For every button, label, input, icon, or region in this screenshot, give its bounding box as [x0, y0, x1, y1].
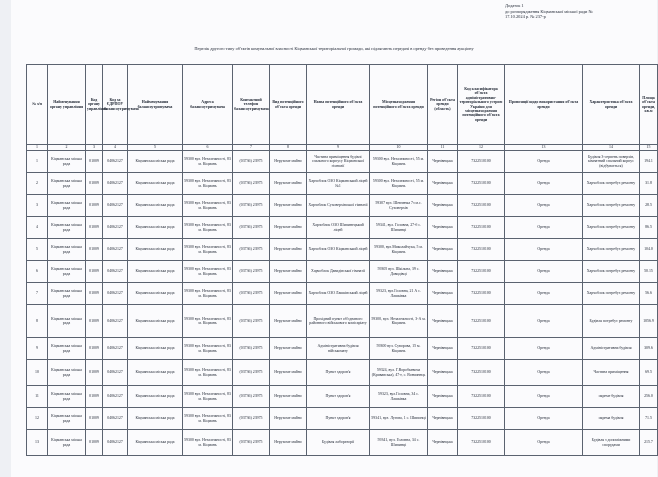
header-col-org: Найменування органу управління: [48, 65, 86, 145]
cell-edrpou: 04062127: [103, 195, 128, 217]
cell-holder: Кіцманська міська рада: [128, 261, 183, 283]
cell-holder: Кіцманська міська рада: [128, 217, 183, 239]
cell-address: 59300 вул. Незалежності, 83 м. Кіцмань: [183, 195, 233, 217]
cell-description: окреме будівля: [583, 386, 640, 408]
cell-name: Частина приміщення будівлі спального корпусу Кіцманської гімназії: [307, 151, 370, 173]
cell-description: Харчоблок потребує ремонту: [583, 261, 640, 283]
objects-table: [26, 64, 658, 456]
cell-region: Чернівецька: [428, 360, 458, 386]
cell-region: Чернівецька: [428, 283, 458, 305]
cell-phone: (03736) 23975: [233, 151, 270, 173]
cell-holder: Кіцманська міська рада: [128, 305, 183, 338]
table-row: [27, 151, 658, 173]
cell-phone: (03736) 23975: [233, 239, 270, 261]
document-title: Перелік другого типу об'єктів комунальної власності Кіцманської територіальної громади, які підлягають передачі в оренду без проведення аукціону: [194, 46, 474, 51]
cell-katottg: 7322510100: [458, 408, 505, 430]
cell-description: Будівля 3-серпень поверхів, кімнатний спальний корпус (відбувається): [583, 151, 640, 173]
cell-region: Чернівецька: [428, 261, 458, 283]
cell-use: Оренда: [505, 217, 583, 239]
cell-address: 59300 вул. Незалежності, 83 м. Кіцмань: [183, 151, 233, 173]
cell-no: 8: [27, 305, 48, 338]
cell-name: Адміністративна будівля військомату: [307, 338, 370, 360]
cell-org-code: 01009: [86, 408, 103, 430]
cell-katottg: 7322510100: [458, 386, 505, 408]
cell-kind: Нерухоме майно: [270, 261, 307, 283]
annex-line-3: 17.10.2024 р. № 237-р: [505, 14, 546, 20]
cell-area: 256.0: [640, 386, 658, 408]
cell-use: Оренда: [505, 195, 583, 217]
header-col-kind: Вид потенційного об'єкта оренди: [270, 65, 307, 145]
cell-holder: Кіцманська міська рада: [128, 338, 183, 360]
cell-edrpou: 04062127: [103, 338, 128, 360]
cell-org-code: 01009: [86, 195, 103, 217]
cell-no: 6: [27, 261, 48, 283]
cell-area: 69.5: [640, 360, 658, 386]
cell-phone: (03736) 23975: [233, 217, 270, 239]
column-number: 9: [307, 145, 370, 151]
cell-name: Харчоблок ОЗО Лашківський ліцей: [307, 283, 370, 305]
cell-org: Кіцманська міська рада: [48, 283, 86, 305]
cell-phone: (03736) 23975: [233, 305, 270, 338]
cell-kind: Нерухоме майно: [270, 430, 307, 456]
cell-holder: Кіцманська міська рада: [128, 408, 183, 430]
cell-katottg: 7322510100: [458, 430, 505, 456]
cell-kind: Нерухоме майно: [270, 283, 307, 305]
header-col-edrpou: Код за ЄДРПОУ балансоутримувача: [103, 65, 128, 145]
cell-katottg: 7322510100: [458, 239, 505, 261]
cell-org: Кіцманська міська рада: [48, 386, 86, 408]
cell-kind: Нерухоме майно: [270, 408, 307, 430]
cell-org: Кіцманська міська рада: [48, 305, 86, 338]
cell-address: 59300 вул. Незалежності, 83 м. Кіцмань: [183, 360, 233, 386]
header-col-holder: Найменування балансоутримувача: [128, 65, 183, 145]
cell-kind: Нерухоме майно: [270, 173, 307, 195]
cell-area: 28.5: [640, 195, 658, 217]
cell-use: Оренда: [505, 408, 583, 430]
cell-region: Чернівецька: [428, 217, 458, 239]
column-number: 8: [270, 145, 307, 151]
cell-location: 59323, вул.Головна, 34 с. Лашківка: [370, 386, 428, 408]
cell-description: Харчоблок потребує ремонту: [583, 283, 640, 305]
cell-area: 56.6: [640, 283, 658, 305]
cell-name: Харчоблок ОЗО Шипинецький ліцей: [307, 217, 370, 239]
cell-location: 59300, вул. Незалежності, 3-А м. Кіцмань: [370, 305, 428, 338]
cell-location: 59305 вул. Шкільна, 39 с. Давидівці: [370, 261, 428, 283]
cell-no: 3: [27, 195, 48, 217]
cell-edrpou: 04062127: [103, 305, 128, 338]
cell-org-code: 01009: [86, 173, 103, 195]
column-number: 5: [128, 145, 183, 151]
header-col-use: Пропозиції щодо використання об'єкта оренди: [505, 65, 583, 145]
table-row: [27, 386, 658, 408]
cell-katottg: 7322510100: [458, 217, 505, 239]
cell-phone: (03736) 23975: [233, 386, 270, 408]
cell-org: Кіцманська міська рада: [48, 217, 86, 239]
cell-location: 59307 вул. Шевченка 7з м.с. Суховерхів: [370, 195, 428, 217]
cell-description: Будівля з допоміжними спорудами: [583, 430, 640, 456]
cell-location: 59324, вул. Г.Воробкевича (Кривавська), 47-г, с. Вовчинець: [370, 360, 428, 386]
cell-phone: (03736) 23975: [233, 408, 270, 430]
cell-address: 59300 вул. Незалежності, 83 м. Кіцмань: [183, 430, 233, 456]
cell-region: Чернівецька: [428, 151, 458, 173]
cell-holder: Кіцманська міська рада: [128, 239, 183, 261]
cell-area: 50.15: [640, 261, 658, 283]
cell-use: Оренда: [505, 305, 583, 338]
cell-region: Чернівецька: [428, 430, 458, 456]
cell-org-code: 01009: [86, 261, 103, 283]
cell-holder: Кіцманська міська рада: [128, 386, 183, 408]
cell-org: Кіцманська міська рада: [48, 261, 86, 283]
cell-no: 13: [27, 430, 48, 456]
cell-location: 59323, вул.Головна, 21 А с. Лашківка: [370, 283, 428, 305]
cell-katottg: 7322510100: [458, 173, 505, 195]
cell-name: Пункт здоров'я: [307, 360, 370, 386]
cell-use: Оренда: [505, 261, 583, 283]
cell-address: 59300 вул. Незалежності, 83 м. Кіцмань: [183, 338, 233, 360]
cell-edrpou: 04062127: [103, 430, 128, 456]
cell-area: 194.1: [640, 151, 658, 173]
cell-use: Оренда: [505, 151, 583, 173]
cell-description: Харчоблок потребує ремонту: [583, 217, 640, 239]
cell-kind: Нерухоме майно: [270, 151, 307, 173]
cell-katottg: 7322510100: [458, 261, 505, 283]
cell-phone: (03736) 23975: [233, 195, 270, 217]
header-col-description: Характеристика об'єкта оренди: [583, 65, 640, 145]
cell-holder: Кіцманська міська рада: [128, 173, 183, 195]
cell-address: 59300 вул. Незалежності, 83 м. Кіцмань: [183, 283, 233, 305]
cell-org: Кіцманська міська рада: [48, 408, 86, 430]
cell-area: 215.7: [640, 430, 658, 456]
table-row: [27, 195, 658, 217]
column-number: 14: [583, 145, 640, 151]
header-col-name: Назва потенційного об'єкта оренди: [307, 65, 370, 145]
column-number: 10: [370, 145, 428, 151]
cell-holder: Кіцманська міська рада: [128, 360, 183, 386]
header-col-area: Площа об'єкта оренди, кв.м: [640, 65, 658, 145]
cell-use: Оренда: [505, 338, 583, 360]
cell-name: Харчоблок ОЗО Кіцманський ліцей: [307, 239, 370, 261]
annex-line-2: до розпорядження Кіцманської міської ради №: [505, 8, 593, 14]
column-number: 13: [505, 145, 583, 151]
document-page: [11, 0, 657, 477]
cell-name: Харчоблок Давидівської гімназії: [307, 261, 370, 283]
cell-org: Кіцманська міська рада: [48, 338, 86, 360]
cell-location: 59300 вул. Незалежності, 55 м. Кіцмань: [370, 151, 428, 173]
cell-region: Чернівецька: [428, 305, 458, 338]
cell-phone: (03736) 23975: [233, 173, 270, 195]
cell-katottg: 7322510100: [458, 360, 505, 386]
cell-region: Чернівецька: [428, 239, 458, 261]
header-col-region: Регіон об'єкта оренди (область): [428, 65, 458, 145]
cell-name: Харчоблок ОЗО Кіцманський ліцей №1: [307, 173, 370, 195]
cell-org: Кіцманська міська рада: [48, 173, 86, 195]
header-col-location: Місцезнаходження потенційного об'єкта оренди: [370, 65, 428, 145]
cell-use: Оренда: [505, 173, 583, 195]
cell-region: Чернівецька: [428, 408, 458, 430]
table-row: [27, 261, 658, 283]
column-number: 15: [640, 145, 658, 151]
column-number: 2: [48, 145, 86, 151]
cell-address: 59300 вул. Незалежності, 83 м. Кіцмань: [183, 261, 233, 283]
cell-no: 9: [27, 338, 48, 360]
table-header-row: [27, 65, 658, 145]
cell-location: 59300 вул. Незалежності, 55 м. Кіцмань: [370, 173, 428, 195]
cell-kind: Нерухоме майно: [270, 217, 307, 239]
header-col-phone: Контактний телефон балансоутримувача: [233, 65, 270, 145]
cell-kind: Нерухоме майно: [270, 338, 307, 360]
cell-description: Будівля потребує ремонту: [583, 305, 640, 338]
cell-region: Чернівецька: [428, 338, 458, 360]
cell-address: 59300 вул. Незалежності, 83 м. Кіцмань: [183, 408, 233, 430]
cell-region: Чернівецька: [428, 195, 458, 217]
table-row: [27, 305, 658, 338]
annex-line-1: Додаток 1: [505, 3, 524, 8]
cell-holder: Кіцманська міська рада: [128, 430, 183, 456]
cell-org-code: 01009: [86, 386, 103, 408]
column-number: 7: [233, 145, 270, 151]
table-row: [27, 338, 658, 360]
cell-phone: (03736) 23975: [233, 360, 270, 386]
cell-description: Харчоблок потребує ремонту: [583, 195, 640, 217]
header-col-katottg: Код класифікатора об'єкта адміністративно-територіального устрою України для місцезнаходження потенційного об'єкта оренди: [458, 65, 505, 145]
cell-phone: (03736) 23975: [233, 261, 270, 283]
cell-holder: Кіцманська міська рада: [128, 283, 183, 305]
cell-holder: Кіцманська міська рада: [128, 151, 183, 173]
cell-no: 12: [27, 408, 48, 430]
cell-use: Оренда: [505, 386, 583, 408]
cell-kind: Нерухоме майно: [270, 239, 307, 261]
cell-no: 4: [27, 217, 48, 239]
table-row: [27, 360, 658, 386]
cell-no: 10: [27, 360, 48, 386]
cell-location: 59300, вул.Миколайчука, 5 м. Кіцмань: [370, 239, 428, 261]
cell-name: Харчоблок Суховерхівської гімназії: [307, 195, 370, 217]
cell-name: Будівля лабораторії: [307, 430, 370, 456]
cell-org-code: 01009: [86, 338, 103, 360]
column-number: 3: [86, 145, 103, 151]
cell-holder: Кіцманська міська рада: [128, 195, 183, 217]
cell-address: 59300 вул. Незалежності, 83 м. Кіцмань: [183, 305, 233, 338]
table-body: [27, 151, 658, 456]
cell-org: Кіцманська міська рада: [48, 430, 86, 456]
cell-katottg: 7322510100: [458, 151, 505, 173]
cell-org-code: 01009: [86, 151, 103, 173]
cell-org: Кіцманська міська рада: [48, 239, 86, 261]
cell-no: 11: [27, 386, 48, 408]
cell-katottg: 7322510100: [458, 283, 505, 305]
cell-no: 1: [27, 151, 48, 173]
cell-kind: Нерухоме майно: [270, 195, 307, 217]
cell-no: 5: [27, 239, 48, 261]
cell-phone: (03736) 23975: [233, 283, 270, 305]
cell-org: Кіцманська міська рада: [48, 360, 86, 386]
cell-area: 86.5: [640, 217, 658, 239]
cell-edrpou: 04062127: [103, 360, 128, 386]
cell-edrpou: 04062127: [103, 173, 128, 195]
cell-address: 59300 вул. Незалежності, 83 м. Кіцмань: [183, 217, 233, 239]
cell-description: Харчоблок потребує ремонту: [583, 239, 640, 261]
header-col-address: Адреса балансоутримувача: [183, 65, 233, 145]
cell-area: 31.8: [640, 173, 658, 195]
table-row: [27, 217, 658, 239]
cell-org-code: 01009: [86, 217, 103, 239]
cell-name: Прохідний пункт об'єднаного районного військового комісаріату: [307, 305, 370, 338]
column-number: 11: [428, 145, 458, 151]
cell-area: 104.0: [640, 239, 658, 261]
cell-region: Чернівецька: [428, 386, 458, 408]
cell-name: Пункт здоров'я: [307, 408, 370, 430]
cell-location: 59341, вул. Лугова, 1 с. Шипинці: [370, 408, 428, 430]
cell-katottg: 7322510100: [458, 338, 505, 360]
cell-edrpou: 04062127: [103, 151, 128, 173]
cell-use: Оренда: [505, 239, 583, 261]
cell-org: Кіцманська міська рада: [48, 151, 86, 173]
cell-edrpou: 04062127: [103, 386, 128, 408]
cell-location: 59341, вул. Головна, 34 с. Шипинці: [370, 430, 428, 456]
cell-no: 2: [27, 173, 48, 195]
cell-use: Оренда: [505, 360, 583, 386]
cell-edrpou: 04062127: [103, 408, 128, 430]
cell-org-code: 01009: [86, 360, 103, 386]
table-row: [27, 173, 658, 195]
table-row: [27, 408, 658, 430]
cell-description: Харчоблок потребує ремонту: [583, 173, 640, 195]
table-row: [27, 430, 658, 456]
cell-phone: (03736) 23975: [233, 338, 270, 360]
cell-katottg: 7322510100: [458, 195, 505, 217]
cell-region: Чернівецька: [428, 173, 458, 195]
cell-use: Оренда: [505, 430, 583, 456]
column-number: 1: [27, 145, 48, 151]
cell-location: 59341, вул. Головна, 27-б с. Шипинці: [370, 217, 428, 239]
cell-description: Частина приміщення: [583, 360, 640, 386]
column-number: 12: [458, 145, 505, 151]
cell-no: 7: [27, 283, 48, 305]
annex-note: [505, 3, 645, 20]
cell-phone: (03736) 23975: [233, 430, 270, 456]
cell-org-code: 01009: [86, 239, 103, 261]
header-col-org-code: Код органу управління: [86, 65, 103, 145]
cell-name: Пункт здоров'я: [307, 386, 370, 408]
cell-description: Адміністративна будівля: [583, 338, 640, 360]
cell-org-code: 01009: [86, 305, 103, 338]
column-number: 6: [183, 145, 233, 151]
cell-edrpou: 04062127: [103, 217, 128, 239]
cell-location: 59300 вул. Суворова, 15 м. Кіцмань: [370, 338, 428, 360]
column-number: 4: [103, 145, 128, 151]
cell-area: 71.5: [640, 408, 658, 430]
header-col-no: № з/п: [27, 65, 48, 145]
cell-kind: Нерухоме майно: [270, 386, 307, 408]
cell-address: 59300 вул. Незалежності, 83 м. Кіцмань: [183, 386, 233, 408]
cell-edrpou: 04062127: [103, 261, 128, 283]
cell-description: окрема будівля: [583, 408, 640, 430]
cell-kind: Нерухоме майно: [270, 305, 307, 338]
table-row: [27, 239, 658, 261]
cell-katottg: 7322510100: [458, 305, 505, 338]
cell-address: 59300 вул. Незалежності, 83 м. Кіцмань: [183, 239, 233, 261]
cell-org-code: 01009: [86, 283, 103, 305]
cell-address: 59300 вул. Незалежності, 83 м. Кіцмань: [183, 173, 233, 195]
cell-area: 1056.9: [640, 305, 658, 338]
cell-area: 309.6: [640, 338, 658, 360]
cell-use: Оренда: [505, 283, 583, 305]
cell-edrpou: 04062127: [103, 283, 128, 305]
cell-org-code: 01009: [86, 430, 103, 456]
table-row: [27, 283, 658, 305]
cell-kind: Нерухоме майно: [270, 360, 307, 386]
cell-edrpou: 04062127: [103, 239, 128, 261]
cell-org: Кіцманська міська рада: [48, 195, 86, 217]
